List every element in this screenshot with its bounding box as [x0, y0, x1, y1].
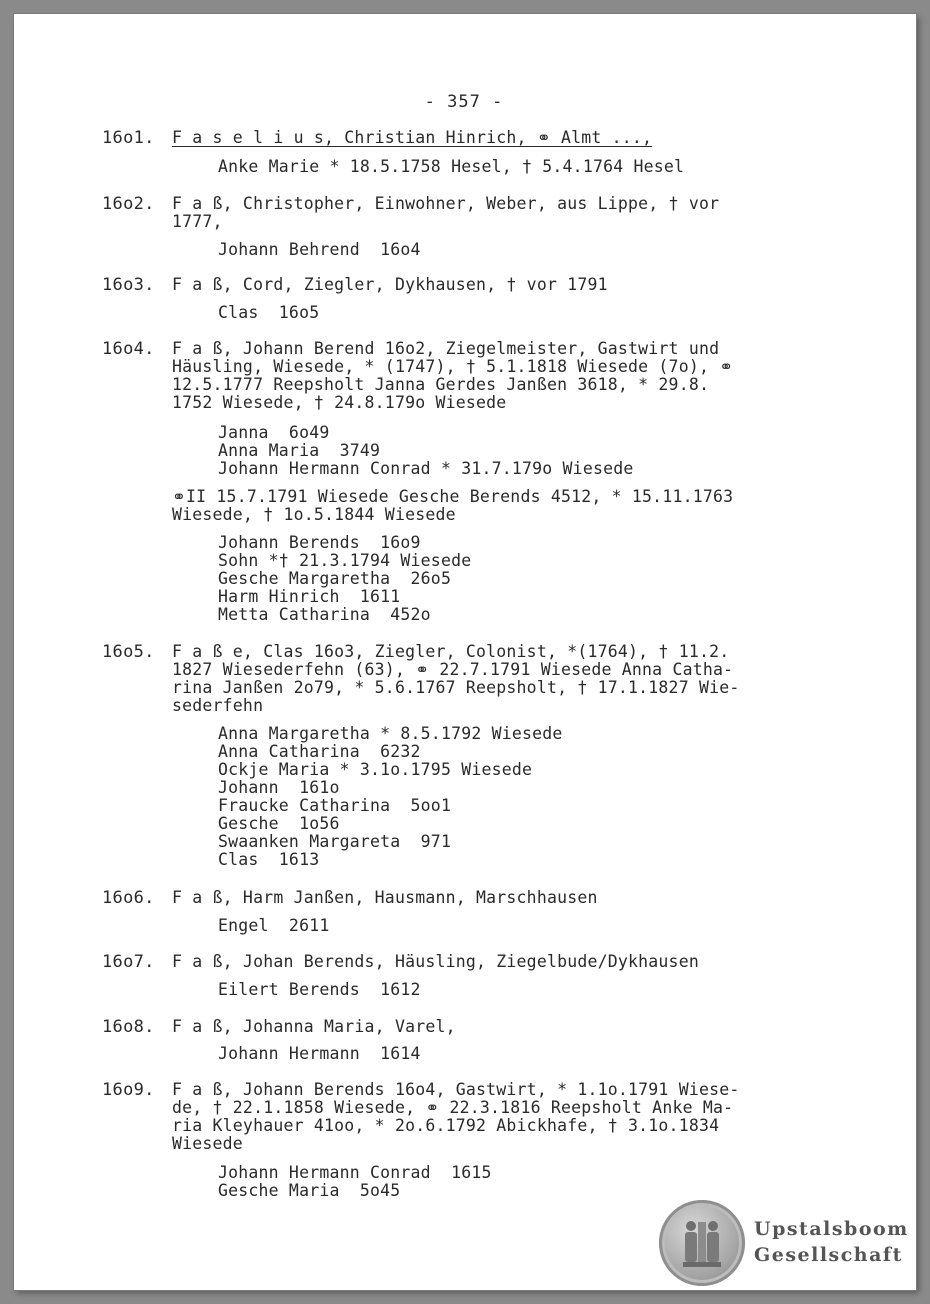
entry-line: F a ß, Johanna Maria, Varel,: [172, 1017, 456, 1036]
entry-line-text: F a s e l i u s, Christian Hinrich, ⚭ Almt ...,: [172, 128, 653, 147]
entry-number: 16o7.: [102, 952, 155, 972]
entry-line: 1777,: [172, 212, 223, 231]
child-line: Anna Catharina 6232: [218, 742, 421, 761]
entry-number: 16o2.: [102, 194, 155, 214]
entry-line: F a ß, Christopher, Einwohner, Weber, aus Lippe, † vor: [172, 194, 720, 213]
entry-line: F a ß, Johann Berend 16o2, Ziegelmeister, Gastwirt und: [172, 339, 720, 358]
entry-line: Wiesede: [172, 1134, 243, 1153]
entry-line: F a ß, Harm Janßen, Hausmann, Marschhausen: [172, 888, 598, 907]
entry-line: F a ß, Johan Berends, Häusling, Ziegelbude/Dykhausen: [172, 952, 699, 971]
child-line: Gesche Maria 5o45: [218, 1181, 401, 1200]
entry-line: F a ß, Johann Berends 16o4, Gastwirt, * 1.1o.1791 Wiese-: [172, 1080, 740, 1099]
child-line: Fraucke Catharina 5oo1: [218, 796, 452, 815]
entry-line: F a ß e, Clas 16o3, Ziegler, Colonist, *(1764), † 11.2.: [172, 642, 730, 661]
child-line: Anna Maria 3749: [218, 441, 381, 460]
entry-number: 16o8.: [102, 1017, 155, 1037]
child-line: Johann Hermann 1614: [218, 1044, 421, 1063]
child-line: Harm Hinrich 1611: [218, 587, 401, 606]
child-line: Anna Margaretha * 8.5.1792 Wiesede: [218, 724, 563, 743]
entry-number: 16o6.: [102, 888, 155, 908]
entry-line: 1752 Wiesede, † 24.8.179o Wiesede: [172, 393, 507, 412]
child-line: Johann Hermann Conrad * 31.7.179o Wiesede: [218, 459, 634, 478]
child-line: Johann Behrend 16o4: [218, 240, 421, 259]
child-line: Engel 2611: [218, 916, 330, 935]
entry-line: F a ß, Cord, Ziegler, Dykhausen, † vor 1791: [172, 275, 608, 294]
entry-line: Häusling, Wiesede, * (1747), † 5.1.1818 Wiesede (7o), ⚭: [172, 357, 734, 376]
child-line: Eilert Berends 1612: [218, 980, 421, 999]
entry-line: [172, 128, 652, 147]
child-line: Johann Berends 16o9: [218, 533, 421, 552]
child-line: Swaanken Margareta 971: [218, 832, 452, 851]
entry-number: 16o4.: [102, 339, 155, 359]
child-line: Ockje Maria * 3.1o.1795 Wiesede: [218, 760, 533, 779]
child-line: Metta Catharina 452o: [218, 605, 431, 624]
child-line: Sohn *† 21.3.1794 Wiesede: [218, 551, 472, 570]
society-name-line1: Upstalsboom: [754, 1218, 909, 1240]
child-line: Gesche 1o56: [218, 814, 340, 833]
entry-line: ria Kleyhauer 41oo, * 2o.6.1792 Abickhafe, † 3.1o.1834: [172, 1116, 720, 1135]
entry-line: sederfehn: [172, 696, 264, 715]
entry-line: de, † 22.1.1858 Wiesede, ⚭ 22.3.1816 Reepsholt Anke Ma-: [172, 1098, 734, 1117]
child-line: Anke Marie * 18.5.1758 Hesel, † 5.4.1764 Hesel: [218, 157, 685, 176]
child-line: Clas 1613: [218, 850, 320, 869]
seal-figures-icon: [679, 1216, 725, 1270]
society-name: [754, 1216, 909, 1268]
child-line: Johann Hermann Conrad 1615: [218, 1163, 492, 1182]
document-page: [14, 14, 916, 1290]
entry-number: 16o5.: [102, 642, 155, 662]
entry-line: 12.5.1777 Reepsholt Janna Gerdes Janßen 3618, * 29.8.: [172, 375, 710, 394]
second-marriage-line: Wiesede, † 1o.5.1844 Wiesede: [172, 505, 456, 524]
society-seal-icon: [659, 1200, 745, 1286]
entry-number: 16o3.: [102, 275, 155, 295]
entry-line: 1827 Wiesederfehn (63), ⚭ 22.7.1791 Wiesede Anna Catha-: [172, 660, 734, 679]
entry-number: 16o1.: [102, 128, 155, 148]
page-number: - 357 -: [424, 92, 504, 112]
society-name-line2: Gesellschaft: [754, 1244, 903, 1266]
child-line: Johann 161o: [218, 778, 340, 797]
entry-line: rina Janßen 2o79, * 5.6.1767 Reepsholt, † 17.1.1827 Wie-: [172, 678, 740, 697]
child-line: Clas 16o5: [218, 303, 320, 322]
child-line: Gesche Margaretha 26o5: [218, 569, 452, 588]
child-line: Janna 6o49: [218, 423, 330, 442]
entry-number: 16o9.: [102, 1080, 155, 1100]
second-marriage-line: ⚭II 15.7.1791 Wiesede Gesche Berends 4512, * 15.11.1763: [172, 487, 734, 506]
